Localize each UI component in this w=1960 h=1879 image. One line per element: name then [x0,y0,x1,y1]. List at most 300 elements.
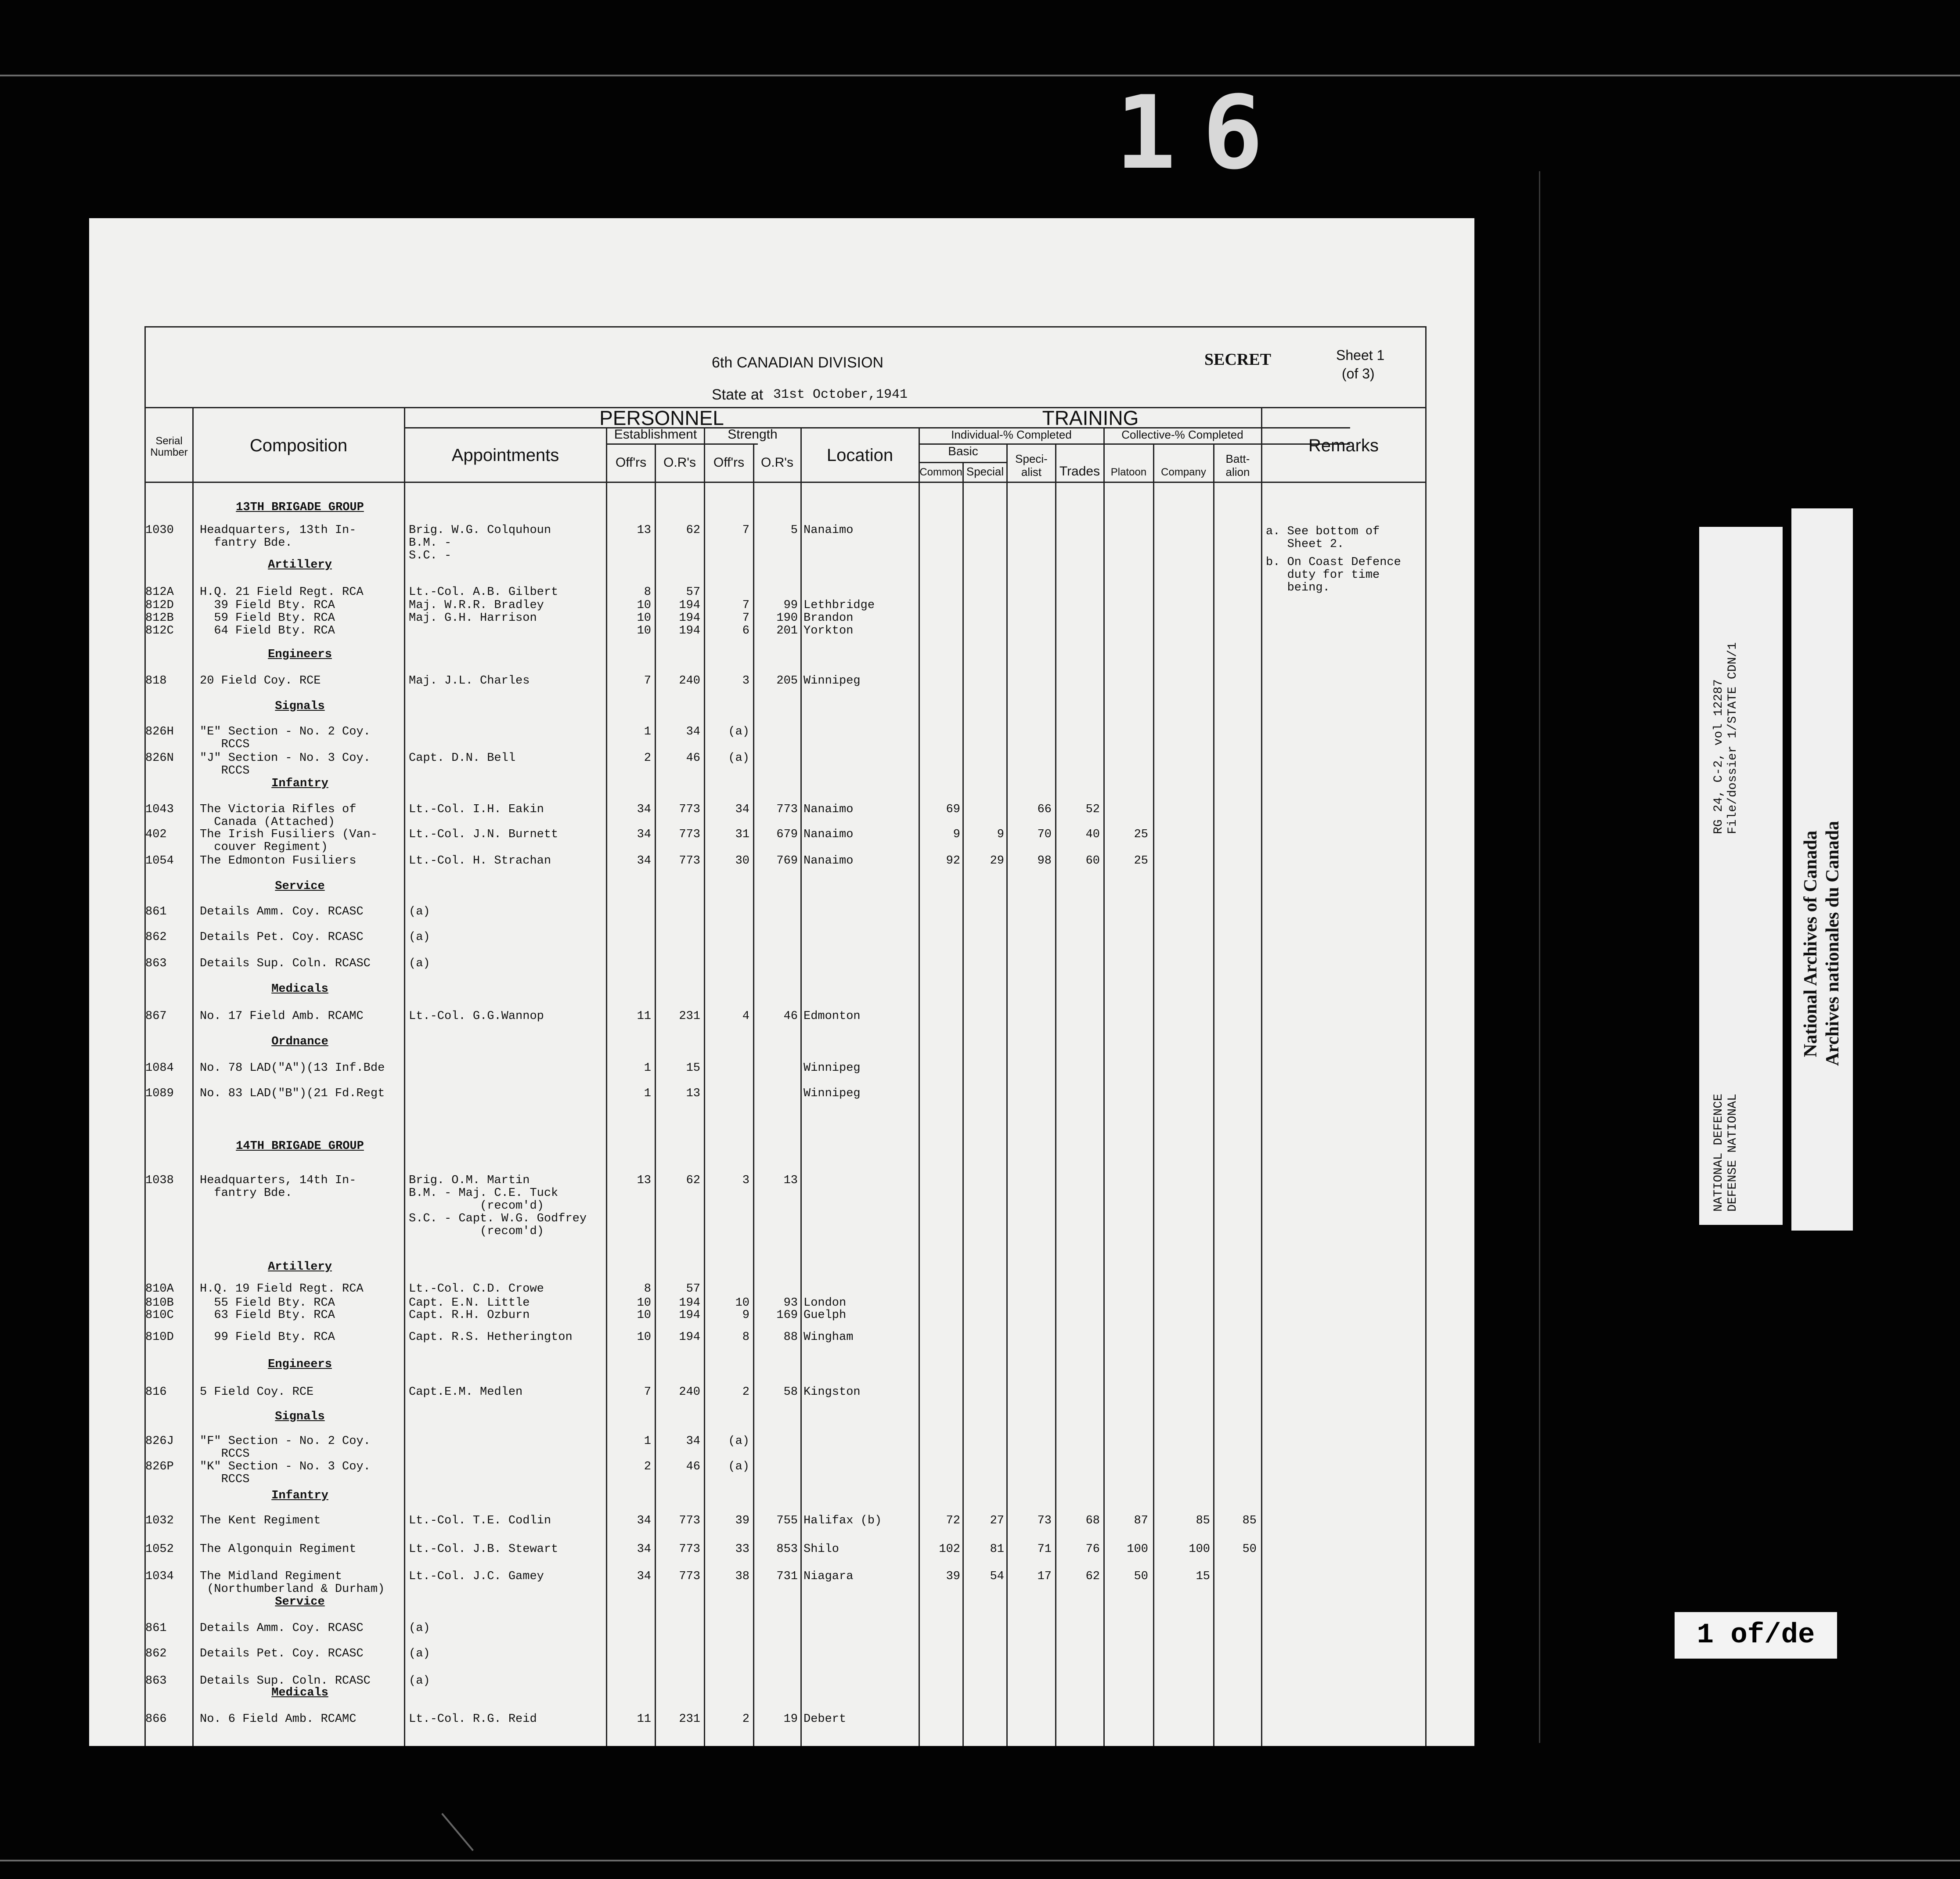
cell-specialist: 73 [1037,1514,1052,1527]
cell-str-or: 190 [776,612,798,625]
cell-location: Shilo [803,1543,839,1556]
cell-composition: Headquarters, 13th In- fantry Bde. [200,524,357,550]
cell-appointments: Capt. E.N. Little [409,1296,530,1310]
cell-appointments: Capt. R.H. Ozburn [409,1309,530,1322]
cell-common: 72 [946,1514,960,1527]
cell-common: 9 [953,828,960,841]
cell-str-off: 4 [742,1010,749,1023]
cell-appointments: Maj. W.R.R. Bradley [409,599,544,612]
cell-est-or: 62 [686,1174,700,1187]
sheet-total: (of 3) [1342,366,1375,382]
col-trades: Trades [1059,464,1100,479]
cell-common: 39 [946,1570,960,1583]
cell-appointments: Lt.-Col. T.E. Codlin [409,1514,551,1527]
col-rule-composition [404,407,405,1746]
cell-est-off: 10 [637,624,651,637]
col-battalion: Batt-alion [1225,452,1250,479]
cell-special: 54 [990,1570,1004,1583]
cell-location: Winnipeg [803,1087,861,1100]
cell-composition: Details Pet. Coy. RCASC [200,931,364,944]
col-platoon: Platoon [1110,466,1147,478]
cell-composition: "E" Section - No. 2 Coy. RCCS [200,725,371,751]
cell-str-off: 10 [735,1296,749,1310]
cell-location: Guelph [803,1309,847,1322]
cell-composition: The Kent Regiment [200,1514,321,1527]
cell-str-or: 13 [783,1174,798,1187]
cell-est-or: 194 [679,1309,700,1322]
cell-est-or: 194 [679,1331,700,1344]
col-strength: Strength [728,427,778,442]
cell-est-off: 8 [644,586,651,599]
cell-specialist: 66 [1037,803,1052,816]
cell-company: 100 [1189,1543,1210,1556]
cell-str-or: 5 [790,524,798,537]
cell-location: Winnipeg [803,1062,861,1075]
cell-est-or: 231 [679,1713,700,1726]
archive-name-card [1791,508,1853,1231]
cell-battalion: 85 [1242,1514,1257,1527]
cell-serial: 812D [145,599,174,612]
cell-appointments: Lt.-Col. H. Strachan [409,854,551,868]
cell-serial: 812B [145,612,174,625]
cell-est-off: 34 [637,854,651,868]
cell-serial: 812A [145,586,174,599]
cell-special: 9 [997,828,1004,841]
cell-composition: "K" Section - No. 3 Coy. RCCS [200,1460,371,1486]
cell-str-off: 8 [742,1331,749,1344]
cell-special: 29 [990,854,1004,868]
archive-dept-en: NATIONAL DEFENCE [1712,1094,1726,1212]
cell-est-or: 240 [679,674,700,688]
cell-str-or: 19 [783,1713,798,1726]
col-str-offrs: Off'rs [713,455,745,470]
cell-str-off: 7 [742,612,749,625]
cell-serial: 862 [145,1647,167,1660]
cell-est-off: 1 [644,1087,651,1100]
cell-est-or: 194 [679,599,700,612]
section-heading: Artillery [268,558,332,572]
cell-est-or: 57 [686,1282,700,1296]
cell-str-or: 853 [776,1543,798,1556]
cell-composition: H.Q. 21 Field Regt. RCA [200,586,364,599]
cell-appointments: (a) [409,1647,430,1660]
cell-serial: 812C [145,624,174,637]
cell-serial: 826N [145,752,174,765]
cell-serial: 862 [145,931,167,944]
cell-str-or: 93 [783,1296,798,1310]
cell-est-off: 11 [637,1713,651,1726]
archive-reference-2: File/dossier 1/STATE CDN/1 [1726,642,1740,834]
cell-platoon: 100 [1127,1543,1148,1556]
cell-str-off: (a) [728,1460,749,1473]
section-heading: Infantry [271,1489,328,1502]
cell-location: Nanaimo [803,854,854,868]
document-sheet [89,218,1474,1746]
cell-serial: 1054 [145,854,174,868]
cell-serial: 826P [145,1460,174,1473]
cell-trades: 62 [1085,1570,1100,1583]
col-training: TRAINING [1042,407,1139,429]
col-appointments: Appointments [451,446,559,465]
cell-est-or: 773 [679,828,700,841]
section-heading: Signals [275,1410,325,1423]
col-rule-battalion [1261,407,1262,1746]
cell-specialist: 71 [1037,1543,1052,1556]
cell-composition: "F" Section - No. 2 Coy. RCCS [200,1435,371,1461]
cell-est-off: 2 [644,1460,651,1473]
cell-company: 15 [1196,1570,1210,1583]
cell-composition: 99 Field Bty. RCA [200,1331,335,1344]
cell-serial: 1052 [145,1543,174,1556]
remark-b: b. On Coast Defence duty for time being. [1266,556,1401,594]
cell-serial: 861 [145,1622,167,1635]
cell-composition: Details Sup. Coln. RCASC [200,1674,371,1688]
cell-str-off: 7 [742,599,749,612]
section-heading: Signals [275,700,325,713]
col-specialist: Speci-alist [1015,452,1048,479]
cell-est-or: 773 [679,1514,700,1527]
cell-composition: Details Sup. Coln. RCASC [200,957,371,970]
cell-str-off: (a) [728,1435,749,1448]
cell-appointments: (a) [409,1674,430,1688]
section-heading: Medicals [271,983,328,996]
cell-est-off: 13 [637,1174,651,1187]
section-heading: Ordnance [271,1035,328,1048]
cell-appointments: Maj. G.H. Harrison [409,612,537,625]
table-top-border [144,326,1427,328]
cell-composition: The Algonquin Regiment [200,1543,357,1556]
cell-est-or: 773 [679,803,700,816]
cell-str-or: 201 [776,624,798,637]
page-badge: 1 of/de [1675,1612,1837,1659]
cell-est-or: 773 [679,854,700,868]
cell-str-off: 38 [735,1570,749,1583]
cell-est-off: 34 [637,1514,651,1527]
cell-location: Edmonton [803,1010,861,1023]
col-rule-serial [192,407,194,1746]
cell-composition: Details Pet. Coy. RCASC [200,1647,364,1660]
cell-appointments: (a) [409,905,430,918]
section-heading: Artillery [268,1260,332,1274]
col-location: Location [826,446,894,465]
cell-specialist: 17 [1037,1570,1052,1583]
cell-serial: 826H [145,725,174,738]
cell-est-off: 10 [637,1331,651,1344]
state-date: 31st October,1941 [773,387,908,402]
cell-trades: 40 [1085,828,1100,841]
cell-appointments: Capt. D.N. Bell [409,752,516,765]
cell-location: Niagara [803,1570,854,1583]
cell-str-off: 2 [742,1713,749,1726]
cell-appointments: Maj. J.L. Charles [409,674,530,688]
cell-composition: Details Amm. Coy. RCASC [200,905,364,918]
cell-serial: 867 [145,1010,167,1023]
cell-est-off: 10 [637,612,651,625]
cell-serial: 810B [145,1296,174,1310]
cell-composition: 39 Field Bty. RCA [200,599,335,612]
cell-special: 81 [990,1543,1004,1556]
cell-serial: 1043 [145,803,174,816]
cell-est-or: 773 [679,1570,700,1583]
cell-str-or: 99 [783,599,798,612]
cell-appointments: Lt.-Col. J.N. Burnett [409,828,558,841]
cell-est-or: 46 [686,752,700,765]
col-est-offrs: Off'rs [615,455,647,470]
cell-serial: 1084 [145,1062,174,1075]
cell-est-off: 8 [644,1282,651,1296]
cell-common: 69 [946,803,960,816]
frame-number: 16 [1115,75,1290,192]
state-prefix: State at [712,386,764,403]
col-rule-str-or [800,427,802,1746]
cell-trades: 52 [1085,803,1100,816]
archive-reference-1: RG 24, C-2, vol 12287 [1712,679,1726,834]
cell-serial: 1089 [145,1087,174,1100]
cell-battalion: 50 [1242,1543,1257,1556]
cell-str-or: 46 [783,1010,798,1023]
cell-composition: 63 Field Bty. RCA [200,1309,335,1322]
classification: SECRET [1204,350,1272,369]
cell-location: Nanaimo [803,828,854,841]
cell-est-or: 231 [679,1010,700,1023]
cell-est-off: 34 [637,828,651,841]
cell-est-or: 773 [679,1543,700,1556]
cell-serial: 402 [145,828,167,841]
cell-location: Wingham [803,1331,854,1344]
cell-composition: The Midland Regiment (Northumberland & Durham) [200,1570,385,1596]
cell-composition: The Victoria Rifles of Canada (Attached) [200,803,357,829]
cell-trades: 60 [1085,854,1100,868]
cell-str-off: 31 [735,828,749,841]
col-company: Company [1161,466,1206,478]
cell-appointments: Brig. O.M. Martin B.M. - Maj. C.E. Tuck (recom'd) S.C. - Capt. W.G. Godfrey (recom'd) [409,1174,587,1238]
cell-serial: 816 [145,1386,167,1399]
cell-serial: 826J [145,1435,174,1448]
grid-header-bottom [144,482,1427,483]
cell-serial: 810D [145,1331,174,1344]
grid-est-sub [606,443,758,445]
cell-est-or: 34 [686,725,700,738]
cell-serial: 1034 [145,1570,174,1583]
col-collective: Collective-% Completed [1121,428,1243,441]
cell-composition: 64 Field Bty. RCA [200,624,335,637]
cell-str-or: 169 [776,1309,798,1322]
col-remarks: Remarks [1308,436,1379,455]
col-basic: Basic [948,444,978,458]
cell-company: 85 [1196,1514,1210,1527]
cell-appointments: Brig. W.G. Colquhoun B.M. - S.C. - [409,524,551,562]
cell-composition: H.Q. 19 Field Regt. RCA [200,1282,364,1296]
cell-est-off: 7 [644,674,651,688]
section-heading: Service [275,880,325,893]
archive-reference-card [1699,527,1783,1225]
cell-appointments: Lt.-Col. C.D. Crowe [409,1282,544,1296]
col-serial-number: Serial Number [150,435,188,458]
section-heading: Engineers [268,1358,332,1371]
cell-location: Yorkton [803,624,854,637]
cell-str-off: 30 [735,854,749,868]
cell-serial: 1032 [145,1514,174,1527]
cell-est-off: 13 [637,524,651,537]
document-title: 6th CANADIAN DIVISION [712,354,884,371]
cell-serial: 1030 [145,524,174,537]
cell-appointments: Lt.-Col. G.G.Wannop [409,1010,544,1023]
film-divider [1539,171,1540,1743]
cell-str-or: 58 [783,1386,798,1399]
cell-str-off: 6 [742,624,749,637]
cell-str-off: 9 [742,1309,749,1322]
cell-composition: No. 78 LAD("A")(13 Inf.Bde [200,1062,385,1075]
remark-a: a. See bottom of Sheet 2. [1266,525,1380,551]
cell-str-off: 2 [742,1386,749,1399]
cell-appointments: Capt. R.S. Hetherington [409,1331,573,1344]
cell-est-off: 10 [637,599,651,612]
cell-composition: 5 Field Coy. RCE [200,1386,314,1399]
cell-serial: 818 [145,674,167,688]
archive-name-fr: Archives nationales du Canada [1823,821,1843,1066]
cell-composition: The Irish Fusiliers (Van- couver Regiment) [200,828,378,854]
cell-appointments: Lt.-Col. J.B. Stewart [409,1543,558,1556]
cell-serial: 1038 [145,1174,174,1187]
cell-est-or: 62 [686,524,700,537]
cell-appointments: Lt.-Col. J.C. Gamey [409,1570,544,1583]
cell-composition: No. 17 Field Amb. RCAMC [200,1010,364,1023]
section-heading: Infantry [271,777,328,790]
film-scratch [441,1813,474,1851]
cell-est-off: 1 [644,1062,651,1075]
cell-location: London [803,1296,847,1310]
cell-appointments: (a) [409,957,430,970]
cell-str-off: (a) [728,752,749,765]
cell-str-off: (a) [728,725,749,738]
cell-serial: 810C [145,1309,174,1322]
cell-appointments: Capt.E.M. Medlen [409,1386,523,1399]
cell-str-or: 769 [776,854,798,868]
cell-location: Nanaimo [803,524,854,537]
cell-str-or: 88 [783,1331,798,1344]
cell-appointments: Lt.-Col. I.H. Eakin [409,803,544,816]
film-edge-top [0,75,1960,76]
cell-location: Debert [803,1713,847,1726]
archive-name-en: National Archives of Canada [1801,830,1821,1057]
section-heading: 14TH BRIGADE GROUP [236,1140,364,1153]
cell-composition: Details Amm. Coy. RCASC [200,1622,364,1635]
section-heading: Service [275,1595,325,1609]
col-personnel: PERSONNEL [599,407,724,429]
cell-str-off: 39 [735,1514,749,1527]
cell-est-off: 1 [644,1435,651,1448]
cell-common: 92 [946,854,960,868]
cell-composition: 20 Field Coy. RCE [200,674,321,688]
cell-est-off: 34 [637,803,651,816]
col-est-ors: O.R's [663,455,696,470]
cell-str-off: 3 [742,1174,749,1187]
cell-est-off: 11 [637,1010,651,1023]
cell-appointments: Lt.-Col. R.G. Reid [409,1713,537,1726]
cell-composition: No. 83 LAD("B")(21 Fd.Regt [200,1087,385,1100]
cell-appointments: (a) [409,931,430,944]
cell-serial: 861 [145,905,167,918]
cell-location: Winnipeg [803,674,861,688]
cell-platoon: 87 [1134,1514,1148,1527]
cell-trades: 76 [1085,1543,1100,1556]
cell-est-or: 240 [679,1386,700,1399]
cell-composition: "J" Section - No. 3 Coy. RCCS [200,752,371,778]
cell-appointments: (a) [409,1622,430,1635]
cell-serial: 866 [145,1713,167,1726]
cell-est-off: 34 [637,1543,651,1556]
cell-composition: 59 Field Bty. RCA [200,612,335,625]
section-heading: Medicals [271,1686,328,1699]
cell-location: Halifax (b) [803,1514,882,1527]
cell-str-or: 755 [776,1514,798,1527]
cell-est-off: 10 [637,1309,651,1322]
col-composition: Composition [249,436,348,455]
sheet-number: Sheet 1 [1336,347,1385,363]
film-edge-bottom [0,1860,1960,1861]
cell-est-off: 2 [644,752,651,765]
cell-est-off: 34 [637,1570,651,1583]
cell-composition: The Edmonton Fusiliers [200,854,357,868]
cell-est-or: 57 [686,586,700,599]
cell-platoon: 25 [1134,854,1148,868]
cell-serial: 863 [145,1674,167,1688]
cell-est-off: 10 [637,1296,651,1310]
cell-str-or: 731 [776,1570,798,1583]
col-individual: Individual-% Completed [951,428,1072,441]
col-establishment: Establishment [614,427,697,442]
cell-specialist: 70 [1037,828,1052,841]
cell-composition: No. 6 Field Amb. RCAMC [200,1713,357,1726]
cell-location: Brandon [803,612,854,625]
cell-str-or: 679 [776,828,798,841]
cell-est-off: 1 [644,725,651,738]
cell-est-or: 194 [679,1296,700,1310]
cell-specialist: 98 [1037,854,1052,868]
cell-location: Lethbridge [803,599,875,612]
archive-dept-fr: DEFENSE NATIONAL [1726,1094,1740,1212]
section-heading: 13TH BRIGADE GROUP [236,501,364,514]
cell-special: 27 [990,1514,1004,1527]
cell-est-or: 46 [686,1460,700,1473]
col-common: Common [919,466,962,478]
cell-trades: 68 [1085,1514,1100,1527]
cell-platoon: 25 [1134,828,1148,841]
table-right-border [1425,326,1427,1746]
cell-serial: 863 [145,957,167,970]
cell-str-or: 205 [776,674,798,688]
cell-str-off: 33 [735,1543,749,1556]
cell-location: Kingston [803,1386,861,1399]
cell-est-or: 194 [679,624,700,637]
cell-est-or: 194 [679,612,700,625]
cell-platoon: 50 [1134,1570,1148,1583]
cell-str-or: 773 [776,803,798,816]
col-special: Special [966,465,1004,478]
cell-str-off: 34 [735,803,749,816]
cell-est-or: 15 [686,1062,700,1075]
cell-est-or: 13 [686,1087,700,1100]
cell-serial: 810A [145,1282,174,1296]
cell-est-off: 7 [644,1386,651,1399]
cell-str-off: 7 [742,524,749,537]
cell-common: 102 [939,1543,960,1556]
col-str-ors: O.R's [760,455,794,470]
table-left-border [144,326,146,1746]
cell-str-off: 3 [742,674,749,688]
section-heading: Engineers [268,648,332,661]
cell-composition: 55 Field Bty. RCA [200,1296,335,1310]
